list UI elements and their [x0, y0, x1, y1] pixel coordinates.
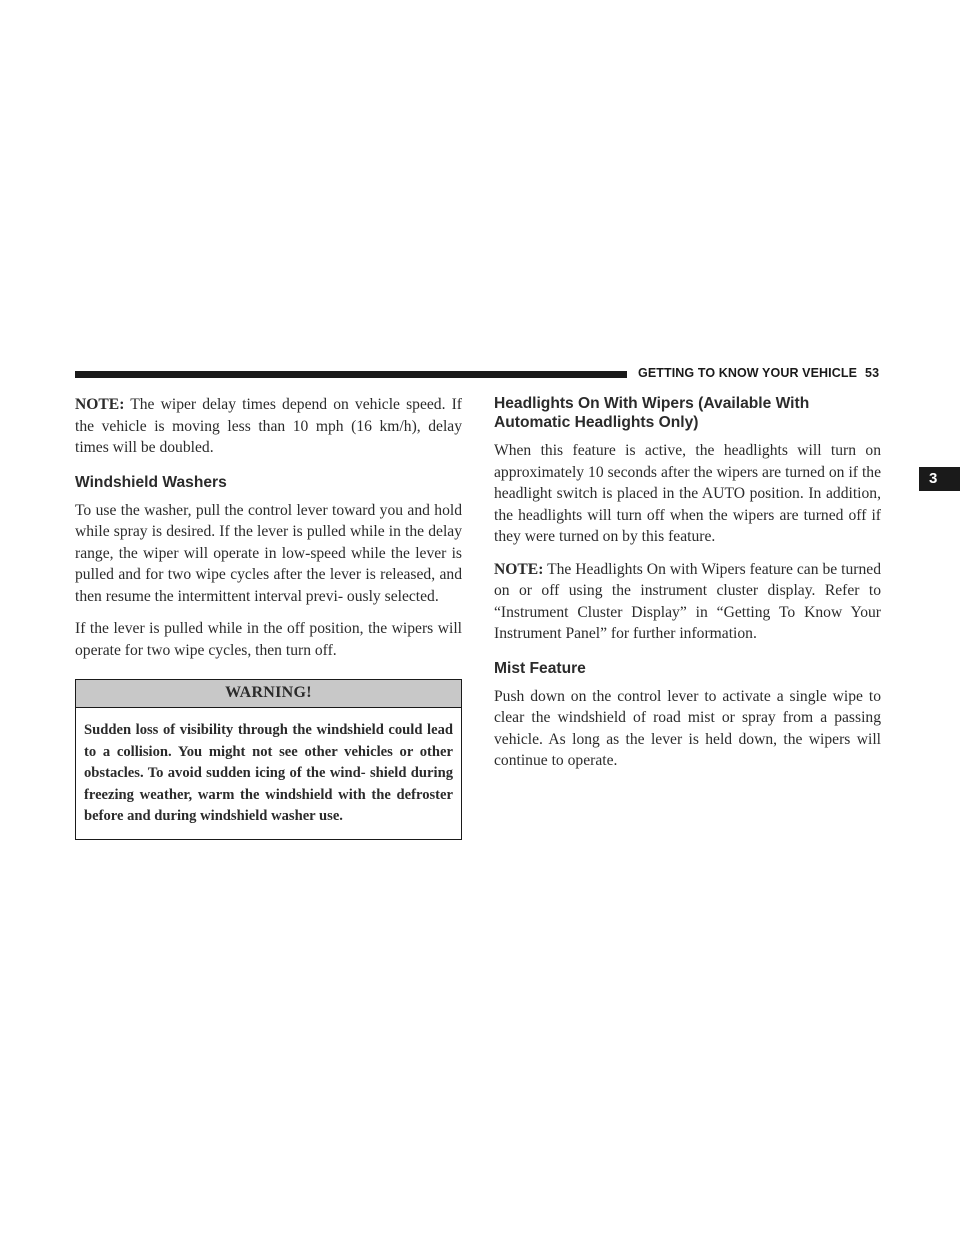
headlights-heading: Headlights On With Wipers (Available With Automatic Headlights Only) — [494, 395, 810, 431]
note-label-2: NOTE: — [494, 560, 544, 578]
note-text-2: The Headlights On with Wipers feature can be turned on or off using the instrument cluster display. Refer to “Instrument Cluster Display” in “Getting To Know Your Instrument Panel” for further information. — [494, 560, 881, 642]
note-label: NOTE: — [75, 396, 125, 413]
chapter-tab: 3 — [919, 467, 960, 491]
note-text: The wiper delay times depend on vehicle speed. If the vehicle is moving less than 10 mph (16 km/h), delay times will be doubled. — [75, 396, 462, 456]
warning-text: Sudden loss of visibility through the windshield could lead to a collision. You might not see other vehicles or other obstacles. To avoid sudden icing of the wind- shield during freezing weather, warm the windshield with the defroster before and during windshield washer use. — [84, 722, 453, 824]
mist-paragraph: Push down on the control lever to activate a single wipe to clear the windshield of road mist or spray from a passing vehicle. As long as the lever is held down, the wipers will continue to operate. — [494, 687, 881, 769]
note-paragraph-2 — [494, 559, 881, 645]
running-header — [638, 366, 888, 380]
header-rule — [75, 371, 627, 378]
note-paragraph — [75, 394, 462, 459]
section-title: GETTING TO KNOW YOUR VEHICLE — [638, 366, 858, 380]
warning-title: WARNING! — [76, 680, 461, 708]
headlights-paragraph: When this feature is active, the headlights will turn on approximately 10 seconds after the wipers are turned on if the headlight switch is placed in the AUTO position. In addition, the headlights will turn off when the wipers are turned off if they were turned on by this feature. — [494, 442, 881, 545]
mist-feature-heading: Mist Feature — [494, 659, 586, 677]
washers-paragraph-2: If the lever is pulled while in the off position, the wipers will operate for two wipe cycles, then turn off. — [75, 620, 462, 659]
page-number: 53 — [865, 366, 880, 380]
washers-paragraph-1: To use the washer, pull the control lever toward you and hold while spray is desired. If the lever is pulled while in the delay range, the wiper will operate in low-speed while the lever is pulled and for two wipe cycles after the lever is released, and then resume the intermittent interval previ- ously selected. — [75, 501, 462, 605]
right-column — [494, 394, 881, 783]
warning-box — [75, 679, 462, 840]
left-column — [75, 394, 462, 840]
windshield-washers-heading: Windshield Washers — [75, 473, 227, 491]
